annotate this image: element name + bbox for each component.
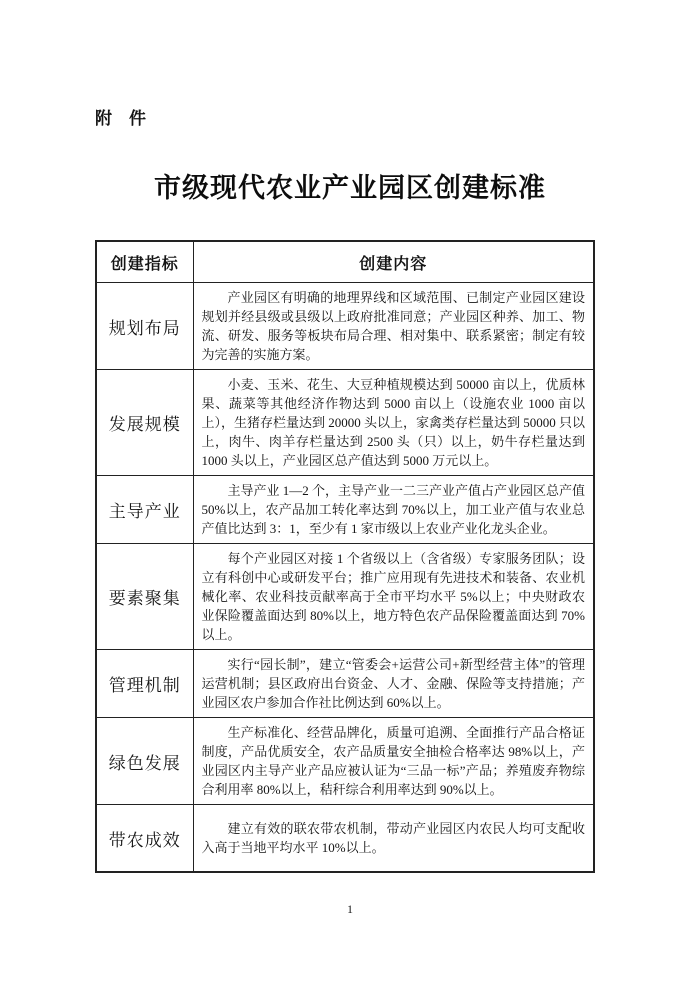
indicator-farmer-benefit: 带农成效 — [96, 805, 193, 873]
table-row — [96, 283, 594, 370]
content-text: 主导产业 1—2 个，主导产业一二三产业产值占产业园区总产值 50%以上，农产品加工转化率达到 70%以上，加工业产值与农业总产值比达到 3：1，至少有 1 家市级以上农业产业化龙头企业。 — [201, 483, 586, 536]
document-title: 市级现代农业产业园区创建标准 — [154, 173, 546, 203]
table-row — [96, 650, 594, 718]
table-row — [96, 544, 594, 650]
header-cell-indicator: 创建指标 — [96, 241, 193, 283]
table-header-row — [96, 241, 594, 283]
content-planning-layout — [193, 283, 594, 370]
header-cell-content: 创建内容 — [193, 241, 594, 283]
indicator-green-development: 绿色发展 — [96, 718, 193, 805]
table-row — [96, 370, 594, 476]
content-text: 生产标准化、经营品牌化，质量可追溯、全面推行产品合格证制度，产品优质安全，农产品质量安全抽检合格率达 98%以上，产业园区内主导产业产品应被认证为“三品一标”产品；养殖废弃物综合利用率 80%以上，秸秆综合利用率达到 90%以上。 — [201, 725, 585, 797]
indicator-leading-industry: 主导产业 — [96, 476, 193, 544]
content-management-mechanism — [193, 650, 594, 718]
content-development-scale — [193, 370, 594, 476]
content-factor-aggregation — [193, 544, 594, 650]
indicator-management-mechanism: 管理机制 — [96, 650, 193, 718]
content-leading-industry — [193, 476, 594, 544]
standards-table — [95, 240, 595, 873]
attachment-label: 附 件 — [95, 109, 146, 128]
content-farmer-benefit — [193, 805, 594, 873]
table-row — [96, 805, 594, 873]
table-row — [96, 476, 594, 544]
content-text: 产业园区有明确的地理界线和区域范围、已制定产业园区建设规划并经县级或县级以上政府批准同意；产业园区种养、加工、物流、研发、服务等板块布局合理、相对集中、联系紧密；制定有较为完善的实施方案。 — [201, 290, 585, 362]
page-number: 1 — [347, 902, 353, 916]
content-text: 小麦、玉米、花生、大豆种植规模达到 50000 亩以上，优质林果、蔬菜等其他经济作物达到 5000 亩以上（设施农业 1000 亩以上），生猪存栏量达到 20000 头以上，家禽类存栏量达到 50000 只以上，肉牛、肉羊存栏量达到 2500 头（只）以上，奶牛存栏量达到 1000 头以上，产业园区总产值达到 5000 万元以上。 — [201, 377, 586, 468]
indicator-planning-layout: 规划布局 — [96, 283, 193, 370]
indicator-development-scale: 发展规模 — [96, 370, 193, 476]
content-green-development — [193, 718, 594, 805]
content-text: 建立有效的联农带农机制，带动产业园区内农民人均可支配收入高于当地平均水平 10%以上。 — [201, 821, 585, 855]
content-text: 实行“园长制”，建立“管委会+运营公司+新型经营主体”的管理运营机制；县区政府出台资金、人才、金融、保险等支持措施；产业园区农户参加合作社比例达到 60%以上。 — [201, 657, 585, 710]
content-text: 每个产业园区对接 1 个省级以上（含省级）专家服务团队；设立有科创中心或研发平台；推广应用现有先进技术和装备、农业机械化率、农业科技贡献率高于全市平均水平 5%以上；中央财政农业保险覆盖面达到 80%以上，地方特色农产品保险覆盖面达到 70%以上。 — [201, 551, 585, 642]
table-row — [96, 718, 594, 805]
indicator-factor-aggregation: 要素聚集 — [96, 544, 193, 650]
